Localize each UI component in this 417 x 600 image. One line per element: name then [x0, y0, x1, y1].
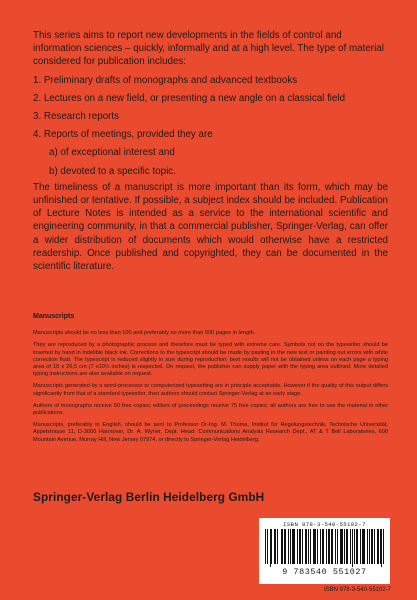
- manuscripts-paragraph: Authors of monographs receive 50 free copies; editors of proceedings receive 75 free copies; all authors are free to use the material in other publications.: [33, 402, 388, 417]
- barcode-icon: [265, 529, 384, 567]
- manuscripts-paragraph: Manuscripts generated by a word-processor or computerized typesetting are in principle acceptable. However if the quality of this output differs significantly from that of a standard typewriter, then authors should contact Springer-Verlag at an early stage.: [33, 383, 388, 397]
- manuscripts-paragraph: They are reproduced by a photographic process and therefore must be typed with extreme care. Symbols not on the typewriter should be inserted by hand in indelible black ink. Corrections to the typescript should be made by pasting in the new text or painting out errors with white correction fluid. The typescript is reduced slightly in size during reproduction; best results will not be obtained unless on each page a typing area of 18 x 26,5 cm (7 x10½ inches) is respected. On request, the publisher can supply paper with the typing area outlined. More detailed typing instructions are also available on request.: [33, 342, 388, 378]
- series-description: [33, 29, 388, 273]
- intro-closing: The timeliness of a manuscript is more important than its form, which may be unfinished or tentative. If possible, a subject index should be included. Publication of Lecture Notes is intended as a service to the international scientific and engineering community, in that a commercial publisher, Springer-Verlag, can offer a wider distribution of documents which would otherwise have a restricted readership. Once published and copyrighted, they can be documented in the scientific literature.: [33, 181, 388, 273]
- manuscripts-paragraph: Manuscripts, preferably in English, should be sent to Professor Dr-Ing. M. Thoma, Institut für Regelungstechnik, Technische Universität, Appelstrasse 11, D-3000 Hannover, Dr. A. Wyner, Dept. Head: Communications Analysis Research Dept., AT & T Bell Laboratories, 600 Mountain Avenue, Murray Hill, New Jersey 07974, or directly to Springer-Verlag Heidelberg.: [33, 422, 388, 443]
- sub-list-item: a) of exceptional interest and: [49, 147, 175, 159]
- list-item: 3. Research reports: [33, 111, 120, 123]
- manuscripts-heading: Manuscripts: [33, 313, 75, 320]
- barcode-box: [259, 518, 390, 584]
- isbn-label-bottom: ISBN 978-3-540-55102-7: [323, 587, 391, 593]
- list-item: 4. Reports of meetings, provided they are: [33, 129, 213, 141]
- list-item: 2. Lectures on a new field, or presenting a new angle on a classical field: [33, 92, 346, 104]
- manuscripts-paragraph: Manuscripts should be no less than 100 and preferably no more than 500 pages in length.: [33, 330, 256, 337]
- isbn-label-top: ISBN 978-3-540-55102-7: [283, 521, 366, 528]
- list-item: 1. Preliminary drafts of monographs and advanced textbooks: [33, 74, 298, 86]
- ean-digits: 9 783540 551027: [282, 567, 367, 577]
- publisher-name: Springer-Verlag Berlin Heidelberg GmbH: [33, 490, 265, 504]
- intro-opening: This series aims to report new developments in the fields of control and information sciences – quickly, informally and at a high level. The type of material considered for publication includes:: [33, 30, 384, 68]
- manuscripts-section: [33, 313, 388, 449]
- sub-list-item: b) devoted to a specific topic.: [49, 165, 176, 177]
